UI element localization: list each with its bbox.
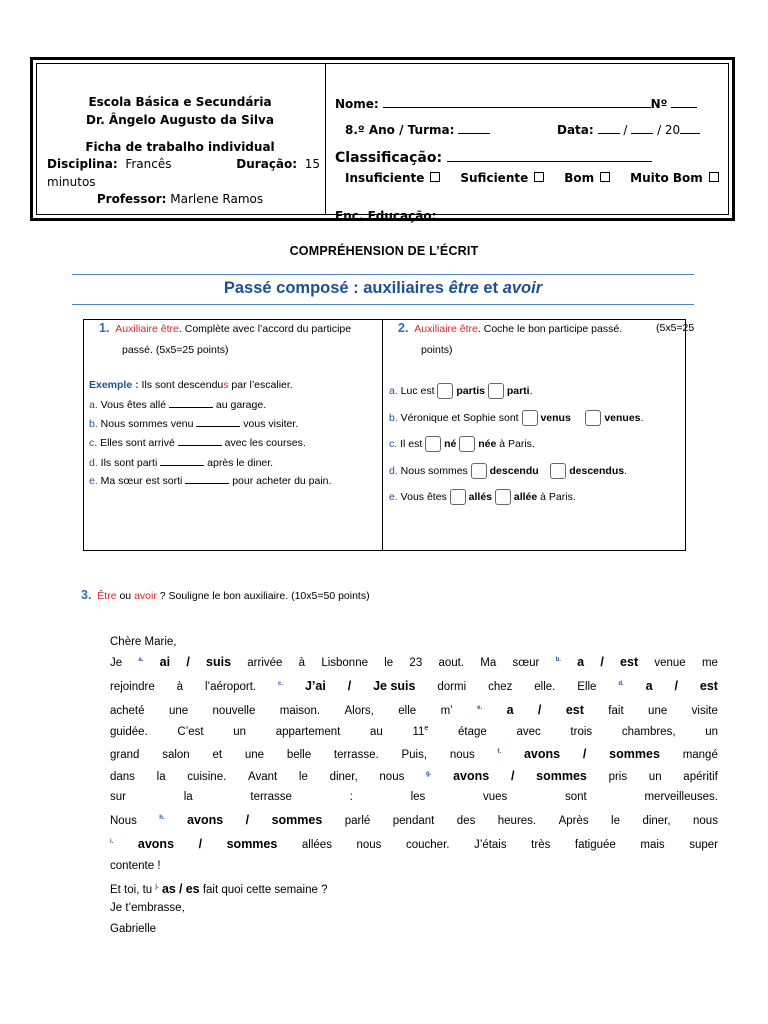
choice-option[interactable]: J’ai (304, 679, 326, 693)
exercise-table-divider (382, 319, 383, 551)
discipline-line: Disciplina: Francês Duração: 15 (47, 157, 320, 171)
choice-option[interactable]: as (161, 882, 176, 896)
exercise2-points-cont: points) (421, 344, 453, 356)
choice-option[interactable]: est (620, 655, 639, 669)
letter-line: contente ! (110, 860, 161, 872)
letter-line: guidée. C’est un appartement au 11e étage avec trois chambres, un (110, 725, 718, 738)
answer-blank[interactable] (196, 417, 240, 427)
letter-line: $^{i.}$ avons / sommes allées nous coucher. J’étais très fatiguée mais super (110, 837, 718, 851)
letter-closing: Je t’embrasse, (110, 902, 185, 914)
grade-option[interactable]: Suficiente (460, 171, 544, 186)
exercise2-heading: 2. Auxiliaire être. Coche le bon participe passé. (398, 321, 623, 335)
exercise1-item: c. Elles sont arrivé avec les courses. (89, 437, 306, 449)
classification-line: Classificação: (335, 148, 652, 166)
choice-option[interactable]: avons (137, 837, 175, 851)
guardian-line: Enc. Educação: (330, 208, 720, 215)
exercise2-item: c. Il est né née à Paris. (389, 438, 535, 450)
exercise2-item: b. Véronique et Sophie sont venus venues. (389, 412, 644, 424)
name-line[interactable]: Nome: Nº (335, 96, 697, 112)
choice-option[interactable]: avons (187, 813, 224, 827)
checkbox-icon[interactable] (425, 436, 441, 452)
title-rule-bottom (72, 304, 694, 305)
choice-option[interactable]: Je suis (373, 679, 416, 693)
checkbox-icon[interactable] (437, 383, 453, 399)
checkbox-icon[interactable] (585, 410, 601, 426)
checkbox-icon[interactable] (450, 489, 466, 505)
choice-option[interactable]: est (565, 703, 584, 717)
date-line[interactable]: Data: / / 20 (557, 122, 700, 138)
letter-line: acheté une nouvelle maison. Alors, elle m’ $^{e.}$ a / est fait une visite (110, 703, 718, 717)
exercise2-item: e. Vous êtes allés allée à Paris. (389, 491, 576, 503)
sheet-title: Ficha de trabalho individual (85, 140, 275, 154)
header-divider (325, 63, 326, 215)
exercise1-heading: 1. Auxiliaire être. Complète avec l’accord du participe (99, 321, 352, 335)
choice-option[interactable]: sommes (609, 747, 660, 761)
letter-line: Je $^{a.}$ ai / suis arrivée à Lisbonne le 23 aout. Ma sœur $^{b.}$ a / est venue me (110, 655, 718, 669)
checkbox-icon[interactable] (495, 489, 511, 505)
letter-line: dans la cuisine. Avant le diner, nous $^{g.}$ avons / sommes pris un apéritif (110, 769, 718, 783)
grade-option[interactable]: Insuficiente (345, 171, 440, 186)
exercise1-item: b. Nous sommes venu vous visiter. (89, 418, 299, 430)
letter-line: Nous $^{h.}$ avons / sommes parlé pendant des heures. Après le diner, nous (110, 813, 718, 827)
answer-blank[interactable] (169, 398, 213, 408)
duration-unit: minutos (47, 175, 96, 189)
choice-option[interactable]: sommes (226, 837, 278, 851)
grade-options (345, 171, 719, 186)
checkbox-icon[interactable] (488, 383, 504, 399)
letter-signature: Gabrielle (110, 923, 157, 935)
choice-option[interactable]: suis (206, 655, 232, 669)
exercise2-points: (5x5=25 (656, 322, 695, 334)
choice-option[interactable]: ai (159, 655, 171, 669)
letter-line: grand salon et une belle terrasse. Puis, nous $^{f.}$ avons / sommes mangé (110, 747, 718, 761)
exercise2-item: d. Nous sommes descendu descendus. (389, 465, 628, 477)
exercise3-heading: 3. Être ou avoir ? Souligne le bon auxiliaire. (10x5=50 points) (81, 588, 370, 602)
exercise1-item: a. Vous êtes allé au garage. (89, 399, 267, 411)
main-title: Passé composé : auxiliaires être et avoir (223, 279, 543, 297)
checkbox-icon[interactable] (550, 463, 566, 479)
teacher-line: Professor: Marlene Ramos (96, 192, 264, 206)
school-patron: Dr. Ângelo Augusto da Silva (86, 113, 274, 127)
choice-option[interactable]: sommes (536, 769, 587, 783)
letter-greeting: Chère Marie, (110, 636, 177, 648)
checkbox-icon[interactable] (430, 172, 440, 182)
choice-option[interactable]: est (699, 679, 718, 693)
choice-option[interactable]: avons (453, 769, 490, 783)
exercise1-item: d. Ils sont parti après le diner. (89, 457, 274, 469)
answer-blank[interactable] (178, 436, 222, 446)
grade-option[interactable]: Muito Bom (630, 171, 719, 186)
letter-line: Et toi, tu $^{j.}$ as / es fait quoi cette semaine ? (110, 882, 328, 896)
exercise1-item: e. Ma sœur est sorti pour acheter du pain. (89, 475, 332, 487)
letter-line: sur la terrasse : les vues sont merveilleuses. (110, 791, 718, 803)
checkbox-icon[interactable] (709, 172, 719, 182)
class-line[interactable]: 8.º Ano / Turma: (345, 122, 490, 138)
answer-blank[interactable] (160, 456, 204, 466)
section-title: COMPRÉHENSION DE L’ÉCRIT (289, 244, 479, 258)
choice-option[interactable]: es (185, 882, 200, 896)
checkbox-icon[interactable] (534, 172, 544, 182)
exercise2-item: a. Luc est partis parti. (389, 385, 533, 397)
checkbox-icon[interactable] (459, 436, 475, 452)
exercise1-example: Exemple : Ils sont descendus par l’escalier. (89, 379, 293, 391)
school-name: Escola Básica e Secundária (88, 95, 272, 109)
title-rule-top (72, 274, 694, 275)
choice-option[interactable]: a (645, 679, 653, 693)
answer-blank[interactable] (185, 474, 229, 484)
exercise1-points: passé. (5x5=25 points) (122, 344, 229, 356)
letter-line: rejoindre à l’aéroport. $^{c.}$ J’ai / Je suis dormi chez elle. Elle $^{d.}$ a / est (110, 679, 718, 693)
choice-option[interactable]: avons (523, 747, 561, 761)
choice-option[interactable]: sommes (271, 813, 323, 827)
choice-option[interactable]: a (577, 655, 585, 669)
checkbox-icon[interactable] (471, 463, 487, 479)
grade-option[interactable]: Bom (564, 171, 610, 186)
checkbox-icon[interactable] (522, 410, 538, 426)
choice-option[interactable]: a (506, 703, 514, 717)
checkbox-icon[interactable] (600, 172, 610, 182)
